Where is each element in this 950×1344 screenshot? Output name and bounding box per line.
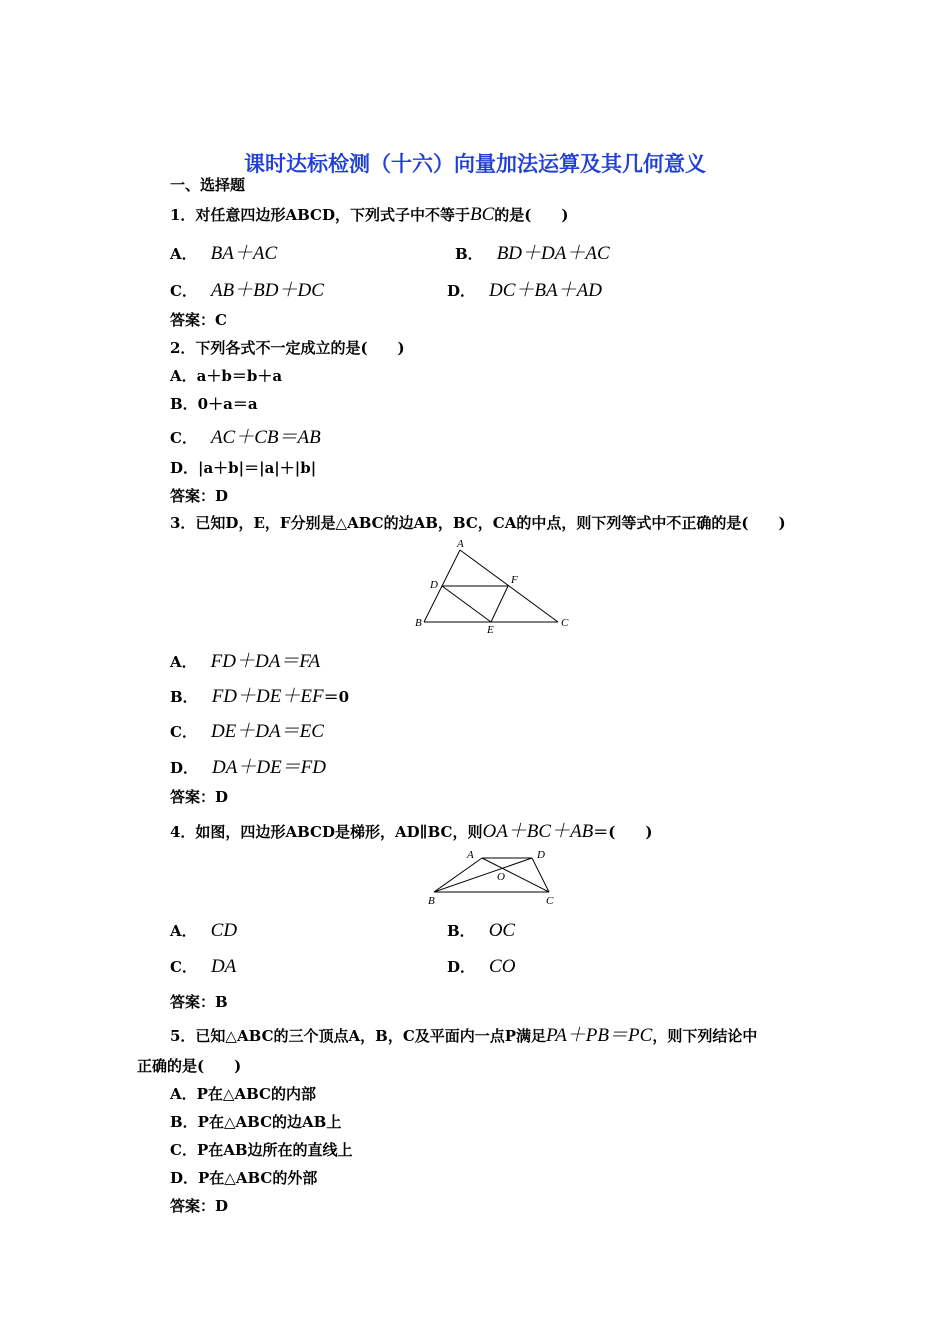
- point-e-label: E: [487, 624, 494, 636]
- option-label: C．: [170, 429, 197, 447]
- option-expr: CD: [210, 920, 238, 941]
- q1-stem-vector: BC: [469, 204, 495, 225]
- point-b-label: B: [428, 895, 435, 907]
- page-title: 课时达标检测（十六）向量加法运算及其几何意义: [244, 151, 706, 176]
- q5-stem-vector: PA＋PB＝PC: [546, 1025, 653, 1046]
- q2-answer: 答案：D: [170, 487, 229, 505]
- q3-option-a: [170, 646, 320, 673]
- side-dc: [532, 858, 549, 892]
- option-label: A．: [170, 922, 197, 940]
- q5-option-d: D．P在△ABC的外部: [170, 1169, 318, 1187]
- option-expr: BA＋AC: [210, 243, 278, 264]
- option-expr: DE＋DA＝EC: [210, 721, 324, 742]
- q4-stem-text: 4．如图，四边形ABCD是梯形，AD∥BC，则: [170, 823, 483, 841]
- option-expr: AC＋CB＝AB: [210, 427, 321, 448]
- q5-stem-text: 5．已知△ABC的三个顶点A，B，C及平面内一点P满足: [170, 1027, 547, 1045]
- q1-stem-end: 的是( ): [494, 206, 569, 224]
- diagonal-bd: [434, 858, 532, 892]
- point-b-label: B: [415, 617, 422, 629]
- option-expr: DA: [210, 956, 237, 977]
- q1-stem: [170, 204, 568, 226]
- q4-option-b: [447, 920, 515, 942]
- q4-stem-vector: OA＋BC＋AB: [482, 821, 594, 842]
- q2-option-c: [170, 422, 321, 449]
- option-label: D．: [447, 958, 476, 976]
- point-o-label: O: [497, 871, 505, 883]
- q3-triangle-figure: [410, 536, 580, 636]
- q5-stem-end: ，则下列结论中: [652, 1027, 758, 1045]
- option-label: B．: [447, 922, 475, 940]
- q1-stem-text: 1．对任意四边形ABCD，下列式子中不等于: [170, 206, 470, 224]
- q3-answer: 答案：D: [170, 788, 229, 806]
- q1-answer: 答案：C: [170, 311, 227, 329]
- option-expr: CO: [489, 956, 516, 977]
- q2-option-b: B．0＋a＝a: [170, 395, 258, 413]
- q5-stem-line2: 正确的是( ): [137, 1057, 242, 1075]
- option-label: D．: [447, 282, 476, 300]
- q2-option-a: A．a＋b＝b＋a: [170, 367, 283, 385]
- option-expr: OC: [488, 920, 516, 941]
- option-label: D．: [170, 759, 199, 777]
- q1-option-a: [170, 238, 277, 265]
- q2-stem: 2．下列各式不一定成立的是( ): [170, 339, 405, 357]
- q5-stem-line1: [170, 1020, 757, 1047]
- q1-option-d: [447, 275, 602, 302]
- q5-answer: 答案：D: [170, 1197, 229, 1215]
- point-c-label: C: [561, 617, 569, 629]
- option-label: C．: [170, 723, 197, 741]
- q4-stem-end: ＝( ): [593, 823, 653, 841]
- option-tail: ＝0: [323, 688, 349, 706]
- point-d-label: D: [430, 579, 438, 591]
- point-f-label: F: [511, 574, 518, 586]
- option-label: C．: [170, 282, 197, 300]
- option-label: B．: [455, 245, 483, 263]
- segment-ef: [491, 586, 508, 622]
- q3-option-b: [170, 681, 349, 708]
- diagonal-ac: [482, 858, 549, 892]
- point-a-label: A: [457, 538, 464, 550]
- q4-option-d: [447, 956, 515, 978]
- q1-option-c: [170, 275, 324, 302]
- option-expr: DA＋DE＝FD: [212, 757, 326, 778]
- point-a-label: A: [467, 849, 474, 861]
- option-expr: AB＋BD＋DC: [210, 280, 324, 301]
- q3-option-d: [170, 752, 326, 779]
- point-d-label: D: [537, 849, 545, 861]
- segment-de: [442, 586, 491, 622]
- option-expr: BD＋DA＋AC: [496, 243, 610, 264]
- q4-answer: 答案：B: [170, 993, 228, 1011]
- q5-option-c: C．P在AB边所在的直线上: [170, 1141, 353, 1159]
- section-heading: 一、选择题: [170, 176, 246, 194]
- q4-option-a: [170, 920, 237, 942]
- q4-stem: [170, 816, 653, 843]
- q4-trapezoid-figure: [420, 846, 560, 910]
- point-c-label: C: [546, 895, 554, 907]
- q5-option-b: B．P在△ABC的边AB上: [170, 1113, 342, 1131]
- q4-option-c: [170, 956, 236, 978]
- option-expr: FD＋DA＝FA: [210, 651, 321, 672]
- side-ab: [434, 858, 482, 892]
- option-label: A．: [170, 653, 197, 671]
- q1-option-b: [455, 238, 610, 265]
- q3-option-c: [170, 716, 324, 743]
- option-label: C．: [170, 958, 197, 976]
- option-label: A．: [170, 245, 197, 263]
- option-expr: DC＋BA＋AD: [489, 280, 602, 301]
- q2-option-d: D．|a＋b|＝|a|＋|b|: [170, 459, 317, 477]
- option-label: B．: [170, 688, 198, 706]
- q3-stem: 3．已知D，E，F分别是△ABC的边AB，BC，CA的中点，则下列等式中不正确的是( ): [170, 514, 786, 532]
- option-expr: FD＋DE＋EF: [211, 686, 324, 707]
- q5-option-a: A．P在△ABC的内部: [170, 1085, 316, 1103]
